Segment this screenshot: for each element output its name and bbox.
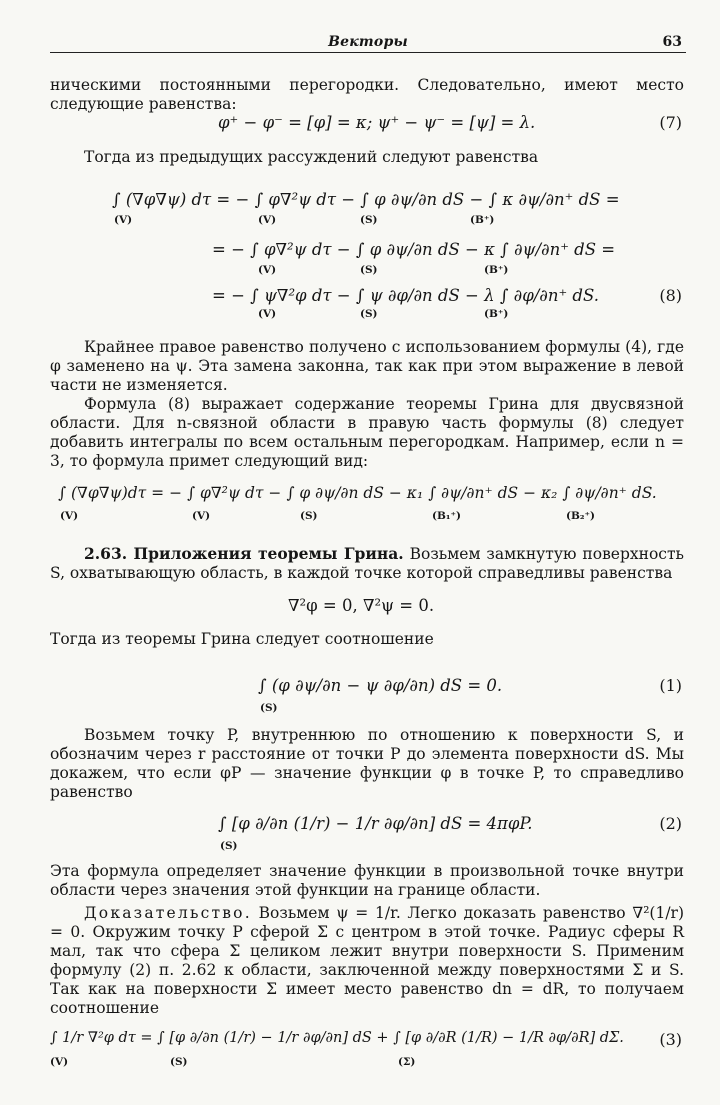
paragraph-8: Эта формула определяет значение функции в произвольной точке внутри области через значения этой функции на границе области. [50, 862, 684, 899]
paragraph-3: Крайнее правое равенство получено с использованием формулы (4), где φ заменено на ψ. Эта замена законна, так как при этом выражение в левой части не изменяется. [50, 338, 684, 394]
paragraph-1: ническими постоянными перегородки. Следовательно, имеют место следующие равенства: [50, 76, 684, 113]
domain-label-sigma: (Σ) [398, 1056, 416, 1068]
equation-8-line-1: ∫ (∇φ∇ψ) dτ = − ∫ φ∇²ψ dτ − ∫ φ ∂ψ/∂n dS − ∫ κ ∂ψ/∂n⁺ dS = [112, 190, 620, 209]
paragraph-2: Тогда из предыдущих рассуждений следуют равенства [84, 148, 539, 166]
paragraph-4: Формула (8) выражает содержание теоремы Грина для двусвязной области. Для n-связной области в правую часть формулы (8) следует добавить интегралы по всем остальным перегородкам. Например, если n = 3, то формула примет следующий вид: [50, 395, 684, 470]
domain-label-b-plus: (B⁺) [484, 308, 509, 320]
paragraph-5 [50, 545, 684, 583]
domain-label-v: (V) [192, 510, 211, 522]
domain-label-v: (V) [60, 510, 79, 522]
domain-label-s: (S) [220, 840, 238, 852]
domain-label-b-plus: (B⁺) [484, 264, 509, 276]
paragraph-9-body: Возьмем ψ = 1/r. Легко доказать равенство ∇²(1/r) = 0. Окружим точку P сферой Σ с центром в этой точке. Радиус сферы R мал, так что сфера Σ целиком лежит внутри поверхности S. Применим формулу (2) п. 2.62 к области, заключенной между поверхностями Σ и S. Так как на поверхности Σ имеет место равенство dn = dR, то получаем соотношение [50, 904, 684, 1017]
equation-n3: ∫ (∇φ∇ψ)dτ = − ∫ φ∇²ψ dτ − ∫ φ ∂ψ/∂n dS − κ₁ ∫ ∂ψ/∂n⁺ dS − κ₂ ∫ ∂ψ/∂n⁺ dS. [58, 484, 657, 502]
domain-label-s: (S) [360, 264, 378, 276]
domain-label-s: (S) [260, 702, 278, 714]
equation-8-line-2: = − ∫ φ∇²ψ dτ − ∫ φ ∂ψ/∂n dS − κ ∫ ∂ψ/∂n⁺ dS = [212, 240, 616, 259]
running-header [50, 30, 686, 53]
paragraph-9 [50, 904, 684, 1017]
domain-label-v: (V) [258, 308, 277, 320]
equation-7: φ⁺ − φ⁻ = [φ] = κ; ψ⁺ − ψ⁻ = [ψ] = λ. [218, 113, 536, 132]
domain-label-b1-plus: (B₁⁺) [432, 510, 461, 522]
proof-label: Доказательство. [84, 904, 252, 922]
paragraph-6: Тогда из теоремы Грина следует соотношение [50, 630, 434, 648]
domain-label-b2-plus: (B₂⁺) [566, 510, 595, 522]
domain-label-v: (V) [50, 1056, 69, 1068]
equation-7-number: (7) [659, 113, 682, 132]
equation-2: ∫ [φ ∂/∂n (1/r) − 1/r ∂φ/∂n] dS = 4πφP. [218, 814, 533, 833]
section-heading: 2.63. Приложения теоремы Грина. [84, 544, 404, 563]
domain-label-s: (S) [360, 214, 378, 226]
equation-8-line-3: = − ∫ ψ∇²φ dτ − ∫ ψ ∂φ/∂n dS − λ ∫ ∂φ/∂n⁺ dS. [212, 286, 599, 305]
paragraph-7: Возьмем точку P, внутреннюю по отношению к поверхности S, и обозначим через r расстояние от точки P до элемента поверхности dS. Мы докажем, что если φP — значение функции φ в точке P, то справедливо равенство [50, 726, 684, 801]
equation-1-number: (1) [659, 676, 682, 695]
domain-label-s: (S) [360, 308, 378, 320]
equation-2-number: (2) [659, 814, 682, 833]
domain-label-s: (S) [170, 1056, 188, 1068]
laplace-equations: ∇²φ = 0, ∇²ψ = 0. [288, 596, 435, 615]
page-number: 63 [662, 34, 682, 50]
paragraph-5-body: Возьмем замкнутую поверхность S, охватывающую область, в каждой точке которой справедливы равенства [50, 545, 684, 582]
equation-8-number: (8) [659, 286, 682, 305]
domain-label-v: (V) [114, 214, 133, 226]
equation-1: ∫ (φ ∂ψ/∂n − ψ ∂φ/∂n) dS = 0. [258, 676, 503, 695]
domain-label-b-plus: (B⁺) [470, 214, 495, 226]
equation-3: ∫ 1/r ∇²φ dτ = ∫ [φ ∂/∂n (1/r) − 1/r ∂φ/∂n] dS + ∫ [φ ∂/∂R (1/R) − 1/R ∂φ/∂R] dΣ. [50, 1030, 624, 1046]
domain-label-s: (S) [300, 510, 318, 522]
domain-label-v: (V) [258, 264, 277, 276]
equation-3-number: (3) [659, 1030, 682, 1049]
header-title: Векторы [328, 34, 408, 50]
domain-label-v: (V) [258, 214, 277, 226]
